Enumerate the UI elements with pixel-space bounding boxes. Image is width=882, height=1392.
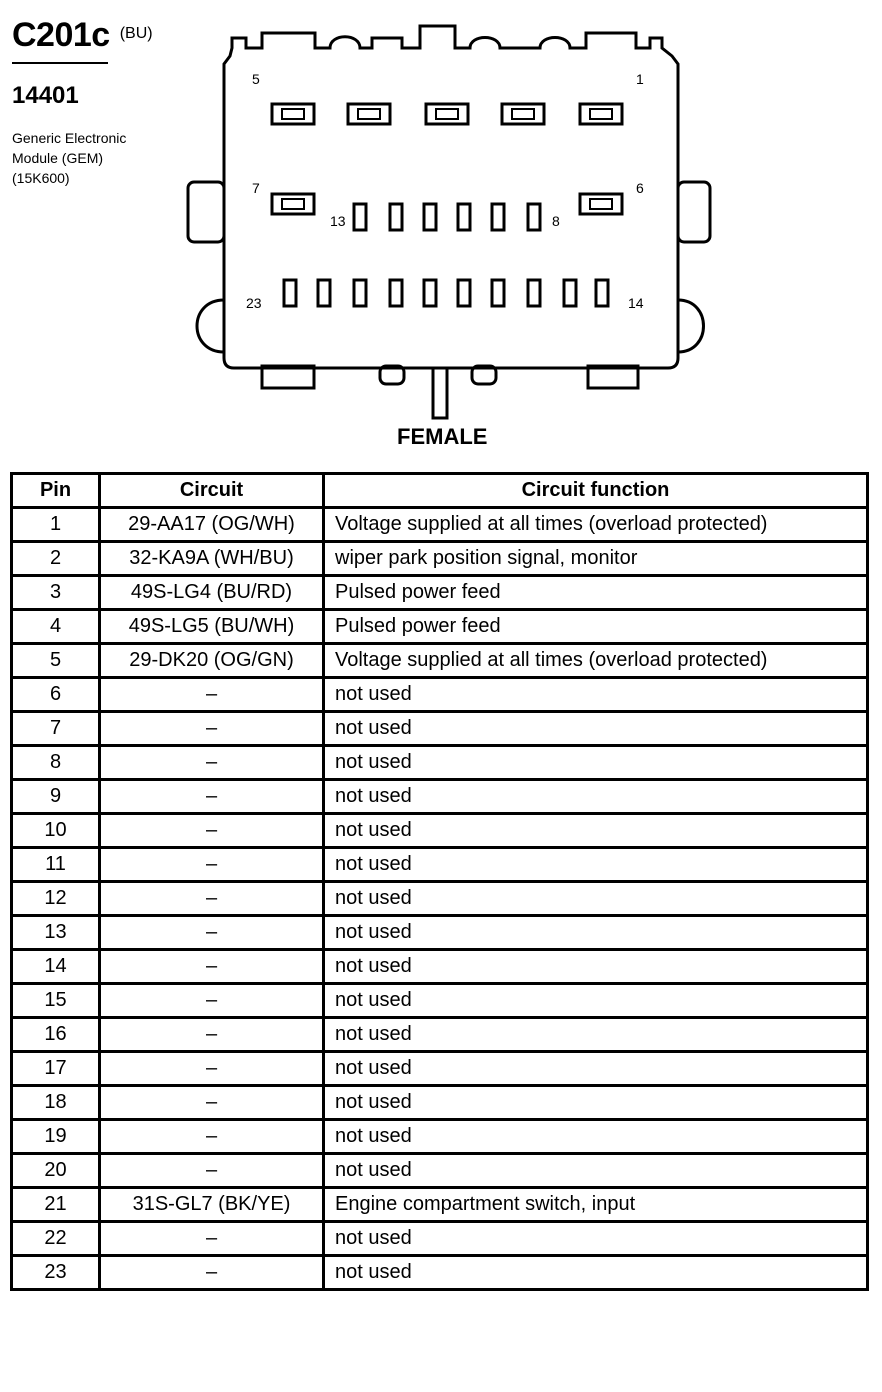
pin-cell: 10: [12, 814, 100, 848]
terminal-slot: [590, 109, 612, 119]
circuit-cell: –: [100, 882, 324, 916]
terminal: [318, 280, 330, 306]
table-row: [12, 1154, 868, 1188]
function-cell: not used: [324, 848, 868, 882]
circuit-cell: –: [100, 984, 324, 1018]
terminal: [390, 280, 402, 306]
header-pin: Pin: [12, 474, 100, 508]
terminal: [426, 104, 468, 124]
circuit-cell: 49S-LG4 (BU/RD): [100, 576, 324, 610]
circuit-cell: –: [100, 814, 324, 848]
table-row: [12, 780, 868, 814]
pin-cell: 12: [12, 882, 100, 916]
right-ear: [678, 300, 704, 352]
pin-label: 13: [330, 213, 346, 229]
function-cell: not used: [324, 1120, 868, 1154]
circuit-cell: –: [100, 1222, 324, 1256]
connector-color: (BU): [119, 25, 153, 42]
header-circuit-function: Circuit function: [324, 474, 868, 508]
left-latch: [188, 182, 224, 242]
function-cell: Voltage supplied at all times (overload protected): [324, 644, 868, 678]
circuit-cell: –: [100, 712, 324, 746]
description-line: Generic Electronic: [12, 130, 127, 146]
function-cell: not used: [324, 950, 868, 984]
pin-cell: 21: [12, 1188, 100, 1222]
circuit-cell: –: [100, 848, 324, 882]
pin-label: 1: [636, 71, 644, 87]
pin-label: 6: [636, 180, 644, 196]
terminal: [580, 104, 622, 124]
table-row: [12, 814, 868, 848]
terminal-slot: [282, 199, 304, 209]
left-ear: [197, 300, 224, 352]
function-cell: Pulsed power feed: [324, 576, 868, 610]
terminal-slot: [436, 109, 458, 119]
pin-cell: 18: [12, 1086, 100, 1120]
table-row: [12, 1086, 868, 1120]
table-row: [12, 746, 868, 780]
circuit-cell: –: [100, 678, 324, 712]
table-row: [12, 610, 868, 644]
function-cell: not used: [324, 882, 868, 916]
table-row: [12, 1052, 868, 1086]
pin-cell: 22: [12, 1222, 100, 1256]
table-row: [12, 644, 868, 678]
circuit-cell: –: [100, 1086, 324, 1120]
pin-cell: 5: [12, 644, 100, 678]
terminal: [272, 104, 314, 124]
pin-cell: 17: [12, 1052, 100, 1086]
terminal: [458, 280, 470, 306]
table-header-row: [12, 474, 868, 508]
function-cell: not used: [324, 712, 868, 746]
pin-cell: 14: [12, 950, 100, 984]
terminal-row-middle: [354, 204, 540, 230]
circuit-cell: 31S-GL7 (BK/YE): [100, 1188, 324, 1222]
terminal: [492, 280, 504, 306]
description-line: Module (GEM): [12, 150, 104, 166]
function-cell: not used: [324, 1086, 868, 1120]
connector-code: C201c: [12, 16, 110, 54]
function-cell: not used: [324, 746, 868, 780]
terminal: [528, 280, 540, 306]
view-label: FEMALE: [397, 424, 488, 449]
table-row: [12, 984, 868, 1018]
table-row: [12, 576, 868, 610]
circuit-cell: –: [100, 1052, 324, 1086]
circuit-cell: 49S-LG5 (BU/WH): [100, 610, 324, 644]
terminal-slot: [512, 109, 534, 119]
pin-cell: 7: [12, 712, 100, 746]
terminal: [424, 280, 436, 306]
pin-label: 7: [252, 180, 260, 196]
function-cell: not used: [324, 1052, 868, 1086]
circuit-cell: –: [100, 950, 324, 984]
pin-label: 5: [252, 71, 260, 87]
table-row: [12, 678, 868, 712]
pin-label: 23: [246, 295, 262, 311]
pin-cell: 16: [12, 1018, 100, 1052]
terminal: [492, 204, 504, 230]
terminal: [580, 194, 622, 214]
pin-cell: 8: [12, 746, 100, 780]
terminal: [284, 280, 296, 306]
terminal-slot: [358, 109, 380, 119]
pin-cell: 11: [12, 848, 100, 882]
terminal-slot: [282, 109, 304, 119]
pin-cell: 20: [12, 1154, 100, 1188]
terminal: [348, 104, 390, 124]
circuit-cell: 32-KA9A (WH/BU): [100, 542, 324, 576]
terminal: [354, 280, 366, 306]
terminal-row-bottom: [284, 280, 608, 306]
terminal: [390, 204, 402, 230]
pin-cell: 9: [12, 780, 100, 814]
terminal: [272, 194, 314, 214]
function-cell: not used: [324, 814, 868, 848]
function-cell: not used: [324, 1018, 868, 1052]
pin-label: 14: [628, 295, 644, 311]
function-cell: not used: [324, 780, 868, 814]
pin-cell: 15: [12, 984, 100, 1018]
terminal-row-top: [272, 104, 622, 124]
polarization-key: [433, 368, 447, 418]
header-circuit: Circuit: [100, 474, 324, 508]
table-row: [12, 950, 868, 984]
function-cell: not used: [324, 678, 868, 712]
circuit-cell: –: [100, 1154, 324, 1188]
circuit-cell: –: [100, 746, 324, 780]
function-cell: not used: [324, 1154, 868, 1188]
circuit-cell: 29-DK20 (OG/GN): [100, 644, 324, 678]
function-cell: Pulsed power feed: [324, 610, 868, 644]
pin-cell: 23: [12, 1256, 100, 1290]
table-row: [12, 1256, 868, 1290]
table-row: [12, 1018, 868, 1052]
pin-cell: 19: [12, 1120, 100, 1154]
circuit-cell: –: [100, 1120, 324, 1154]
table-row: [12, 1188, 868, 1222]
terminal: [564, 280, 576, 306]
table-row: [12, 1222, 868, 1256]
pin-cell: 1: [12, 508, 100, 542]
terminal: [528, 204, 540, 230]
table-row: [12, 542, 868, 576]
circuit-cell: 29-AA17 (OG/WH): [100, 508, 324, 542]
function-cell: not used: [324, 1222, 868, 1256]
circuit-cell: –: [100, 916, 324, 950]
terminal: [596, 280, 608, 306]
function-cell: wiper park position signal, monitor: [324, 542, 868, 576]
function-cell: not used: [324, 916, 868, 950]
connector-body: [224, 26, 678, 368]
pinout-table: [10, 472, 869, 1291]
table-row: [12, 916, 868, 950]
circuit-cell: –: [100, 1018, 324, 1052]
pin-cell: 13: [12, 916, 100, 950]
description-line: (15K600): [12, 170, 70, 186]
terminal: [354, 204, 366, 230]
function-cell: not used: [324, 984, 868, 1018]
table-row: [12, 882, 868, 916]
terminal: [424, 204, 436, 230]
pin-label: 8: [552, 213, 560, 229]
circuit-cell: –: [100, 1256, 324, 1290]
table-row: [12, 1120, 868, 1154]
pin-cell: 2: [12, 542, 100, 576]
circuit-cell: –: [100, 780, 324, 814]
connector-face-diagram: [0, 0, 882, 420]
part-number: 14401: [12, 82, 79, 109]
function-cell: Engine compartment switch, input: [324, 1188, 868, 1222]
pin-cell: 3: [12, 576, 100, 610]
function-cell: Voltage supplied at all times (overload protected): [324, 508, 868, 542]
function-cell: not used: [324, 1256, 868, 1290]
table-row: [12, 848, 868, 882]
right-latch: [678, 182, 710, 242]
pin-cell: 4: [12, 610, 100, 644]
pin-cell: 6: [12, 678, 100, 712]
terminal: [458, 204, 470, 230]
terminal-slot: [590, 199, 612, 209]
terminal: [502, 104, 544, 124]
table-row: [12, 508, 868, 542]
table-row: [12, 712, 868, 746]
